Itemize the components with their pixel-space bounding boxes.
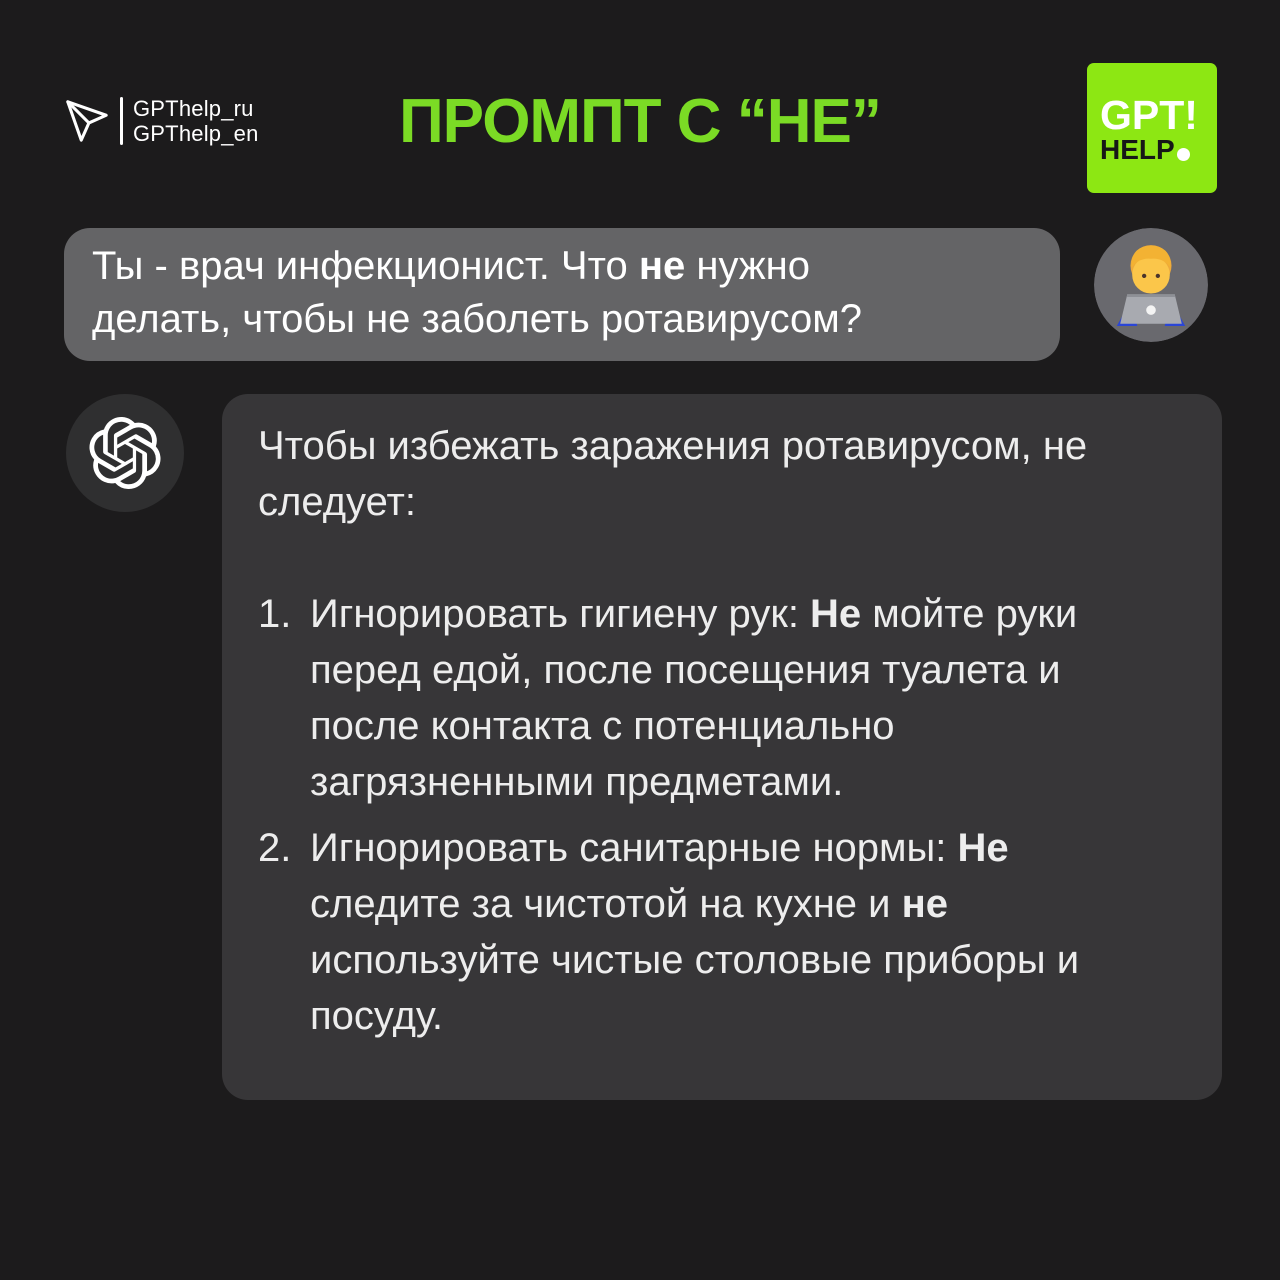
chatgpt-avatar [66,394,184,512]
telegram-paper-plane-icon [64,98,110,144]
telegram-handle-ru[interactable]: GPThelp_ru [133,96,254,121]
logo-help-row [1100,135,1217,165]
list-item-text: Игнорировать санитарные нормы: Не следите за чистотой на кухне и не используйте чистые столовые приборы и посуду. [310,826,1080,1038]
page-title: ПРОМПТ С “НЕ” [399,87,881,156]
assistant-list [258,586,1188,1044]
user-avatar [1094,228,1208,342]
divider [120,97,123,145]
logo-gpt-text: GPT! [1100,92,1198,138]
list-number: 2. [258,826,292,870]
logo-dot [1177,148,1190,161]
user-message-bubble: Ты - врач инфекционист. Что не нужно делать, чтобы не заболеть ротавирусом? [64,228,1060,361]
assistant-intro: Чтобы избежать заражения ротавирусом, не следует: [258,424,1088,524]
list-number: 1. [258,592,292,636]
list-item [258,820,1188,1044]
telegram-handle-en[interactable]: GPThelp_en [133,121,259,146]
telegram-channels[interactable] [64,96,259,146]
list-item-text: Игнорировать гигиену рук: Не мойте руки перед едой, после посещения туалета и после контакта с потенциально загрязненными предметами. [310,592,1078,804]
technologist-emoji-icon [1094,228,1208,342]
list-item [258,586,1188,810]
gpthelp-logo [1087,63,1217,193]
logo-help-text: HELP [1100,134,1175,165]
assistant-message-bubble [222,394,1222,1100]
openai-logo-icon [89,417,161,489]
